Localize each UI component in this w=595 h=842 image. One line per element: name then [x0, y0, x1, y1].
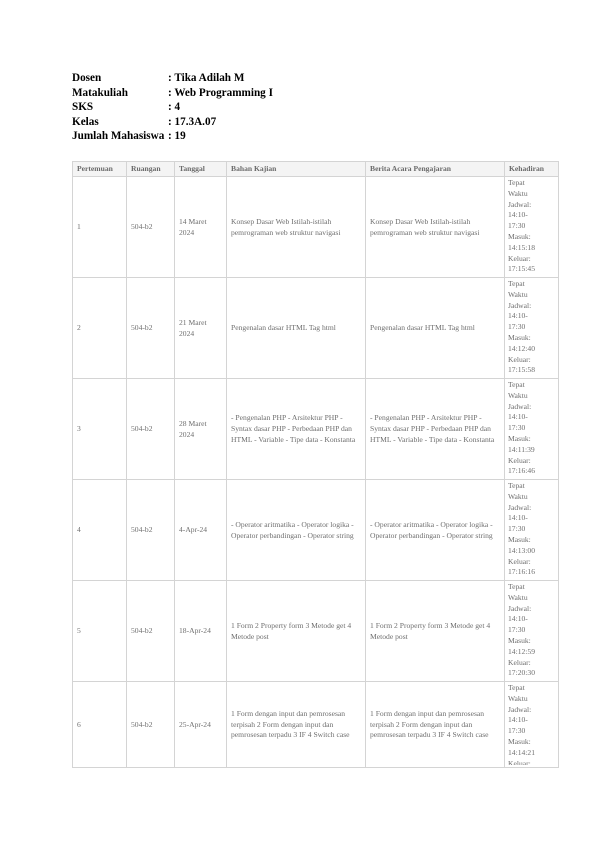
cell-tanggal: 21 Maret 2024: [175, 278, 227, 379]
kehadiran-line: 17:16:46: [508, 466, 536, 476]
kehadiran-line: Keluar:: [508, 758, 531, 765]
cell-bahan-kajian: 1 Form dengan input dan pemrosesan terpisah 2 Form dengan input dan pemrosesan terpadu 3 IF 4 Switch case: [227, 682, 366, 768]
info-value: : 4: [168, 101, 181, 113]
cell-tanggal: 25-Apr-24: [175, 682, 227, 768]
table-row: [73, 581, 559, 682]
kehadiran-line: 14:13:00: [508, 545, 536, 555]
kehadiran-line: 14:10-: [508, 311, 528, 321]
cell-kehadiran: [505, 177, 559, 278]
kehadiran-line: 14:12:40: [508, 343, 536, 353]
cell-pertemuan: 6: [73, 682, 127, 768]
table-header-row: [73, 162, 559, 177]
cell-pertemuan: 5: [73, 581, 127, 682]
kehadiran-line: 17:30: [508, 423, 526, 433]
kehadiran-line: Waktu: [508, 491, 528, 501]
course-info: [72, 71, 512, 144]
column-header-pertemuan: Pertemuan: [73, 162, 127, 177]
cell-bahan-kajian: - Pengenalan PHP - Arsitektur PHP - Syntax dasar PHP - Perbedaan PHP dan HTML - Variable - Tipe data - Konstanta: [227, 379, 366, 480]
cell-pertemuan: 4: [73, 480, 127, 581]
info-label: Matakuliah: [72, 86, 128, 99]
kehadiran-line: Tepat: [508, 481, 525, 490]
kehadiran-line: 17:30: [508, 221, 526, 231]
column-header-kehadiran: Kehadiran: [505, 162, 559, 177]
kehadiran-line: 17:16:16: [508, 567, 536, 577]
kehadiran-line: Jadwal:: [508, 199, 532, 209]
kehadiran-line: Waktu: [508, 693, 528, 703]
cell-kehadiran: [505, 278, 559, 379]
table-row: [73, 278, 559, 379]
info-row-jumlah-mahasiswa: [72, 129, 512, 144]
kehadiran-line: Waktu: [508, 289, 528, 299]
kehadiran-line: Tepat: [508, 683, 525, 692]
cell-berita-acara: 1 Form dengan input dan pemrosesan terpisah 2 Form dengan input dan pemrosesan terpadu 3 IF 4 Switch case: [366, 682, 505, 768]
table-row: [73, 480, 559, 581]
cell-kehadiran: [505, 480, 559, 581]
kehadiran-line: 17:15:58: [508, 365, 536, 375]
cell-ruangan: 504-b2: [127, 379, 175, 480]
cell-bahan-kajian: 1 Form 2 Property form 3 Metode get 4 Metode post: [227, 581, 366, 682]
kehadiran-line: Keluar:: [508, 354, 531, 364]
kehadiran-line: Tepat: [508, 582, 525, 591]
kehadiran-line: Keluar:: [508, 556, 531, 566]
cell-ruangan: 504-b2: [127, 278, 175, 379]
cell-ruangan: 504-b2: [127, 581, 175, 682]
kehadiran-line: Masuk:: [508, 534, 531, 544]
attendance-table: [72, 161, 559, 768]
info-row-kelas: [72, 115, 512, 130]
kehadiran-line: Keluar:: [508, 455, 531, 465]
cell-berita-acara: - Operator aritmatika - Operator logika - Operator perbandingan - Operator string: [366, 480, 505, 581]
cell-kehadiran: [505, 379, 559, 480]
cell-ruangan: 504-b2: [127, 177, 175, 278]
kehadiran-line: 14:10-: [508, 715, 528, 725]
info-row-matakuliah: [72, 86, 512, 101]
cell-kehadiran: [505, 581, 559, 682]
info-label: Jumlah Mahasiswa: [72, 130, 165, 142]
info-value: : 17.3A.07: [168, 115, 217, 128]
cell-tanggal: 28 Maret 2024: [175, 379, 227, 480]
info-value: : 19: [168, 130, 186, 142]
cell-bahan-kajian: - Operator aritmatika - Operator logika - Operator perbandingan - Operator string: [227, 480, 366, 581]
kehadiran-line: 14:15:18: [508, 242, 536, 252]
kehadiran-line: Jadwal:: [508, 603, 532, 613]
column-header-berita-acara: Berita Acara Pengajaran: [366, 162, 505, 177]
cell-pertemuan: 3: [73, 379, 127, 480]
kehadiran-line: Keluar:: [508, 657, 531, 667]
cell-pertemuan: 1: [73, 177, 127, 278]
kehadiran-line: Masuk:: [508, 231, 531, 241]
kehadiran-line: 14:12:59: [508, 646, 536, 656]
info-value: : Web Programming I: [168, 86, 273, 99]
kehadiran-line: Masuk:: [508, 332, 531, 342]
column-header-bahan-kajian: Bahan Kajian: [227, 162, 366, 177]
column-header-ruangan: Ruangan: [127, 162, 175, 177]
cell-berita-acara: Pengenalan dasar HTML Tag html: [366, 278, 505, 379]
kehadiran-line: 14:10-: [508, 614, 528, 624]
info-row-sks: [72, 100, 512, 115]
cell-tanggal: 14 Maret 2024: [175, 177, 227, 278]
kehadiran-line: Jadwal:: [508, 502, 532, 512]
kehadiran-line: 14:10-: [508, 210, 528, 220]
cell-bahan-kajian: Pengenalan dasar HTML Tag html: [227, 278, 366, 379]
cell-berita-acara: - Pengenalan PHP - Arsitektur PHP - Syntax dasar PHP - Perbedaan PHP dan HTML - Variable - Tipe data - Konstanta: [366, 379, 505, 480]
kehadiran-line: Waktu: [508, 390, 528, 400]
kehadiran-line: Masuk:: [508, 635, 531, 645]
cell-pertemuan: 2: [73, 278, 127, 379]
kehadiran-line: Masuk:: [508, 433, 531, 443]
kehadiran-line: Jadwal:: [508, 401, 532, 411]
cell-berita-acara: Konsep Dasar Web Istilah-istilah pemrograman web struktur navigasi: [366, 177, 505, 278]
cell-kehadiran: [505, 682, 559, 768]
kehadiran-line: 17:15:45: [508, 264, 536, 274]
kehadiran-line: 14:10-: [508, 513, 528, 523]
kehadiran-line: Tepat: [508, 178, 525, 187]
table-row: [73, 682, 559, 768]
kehadiran-line: Keluar:: [508, 253, 531, 263]
kehadiran-line: 17:20:30: [508, 668, 536, 678]
cell-berita-acara: 1 Form 2 Property form 3 Metode get 4 Metode post: [366, 581, 505, 682]
kehadiran-line: Tepat: [508, 279, 525, 288]
cell-ruangan: 504-b2: [127, 480, 175, 581]
kehadiran-line: 14:10-: [508, 412, 528, 422]
kehadiran-line: 14:14:21: [508, 747, 536, 757]
kehadiran-line: Jadwal:: [508, 704, 532, 714]
info-value: : Tika Adilah M: [168, 72, 245, 84]
cell-ruangan: 504-b2: [127, 682, 175, 768]
cell-tanggal: 18-Apr-24: [175, 581, 227, 682]
kehadiran-line: Masuk:: [508, 736, 531, 746]
column-header-tanggal: Tanggal: [175, 162, 227, 177]
kehadiran-line: 14:11:39: [508, 444, 535, 454]
kehadiran-line: Jadwal:: [508, 300, 532, 310]
table-row: [73, 177, 559, 278]
kehadiran-line: 17:30: [508, 726, 526, 736]
kehadiran-line: 17:30: [508, 322, 526, 332]
info-label: Kelas: [72, 115, 99, 128]
kehadiran-line: 17:30: [508, 625, 526, 635]
cell-tanggal: 4-Apr-24: [175, 480, 227, 581]
table-row: [73, 379, 559, 480]
cell-bahan-kajian: Konsep Dasar Web Istilah-istilah pemrograman web struktur navigasi: [227, 177, 366, 278]
info-label: Dosen: [72, 72, 102, 84]
info-row-dosen: [72, 71, 512, 86]
info-label: SKS: [72, 101, 94, 113]
kehadiran-line: 17:30: [508, 524, 526, 534]
kehadiran-line: Tepat: [508, 380, 525, 389]
kehadiran-line: Waktu: [508, 188, 528, 198]
kehadiran-line: Waktu: [508, 592, 528, 602]
